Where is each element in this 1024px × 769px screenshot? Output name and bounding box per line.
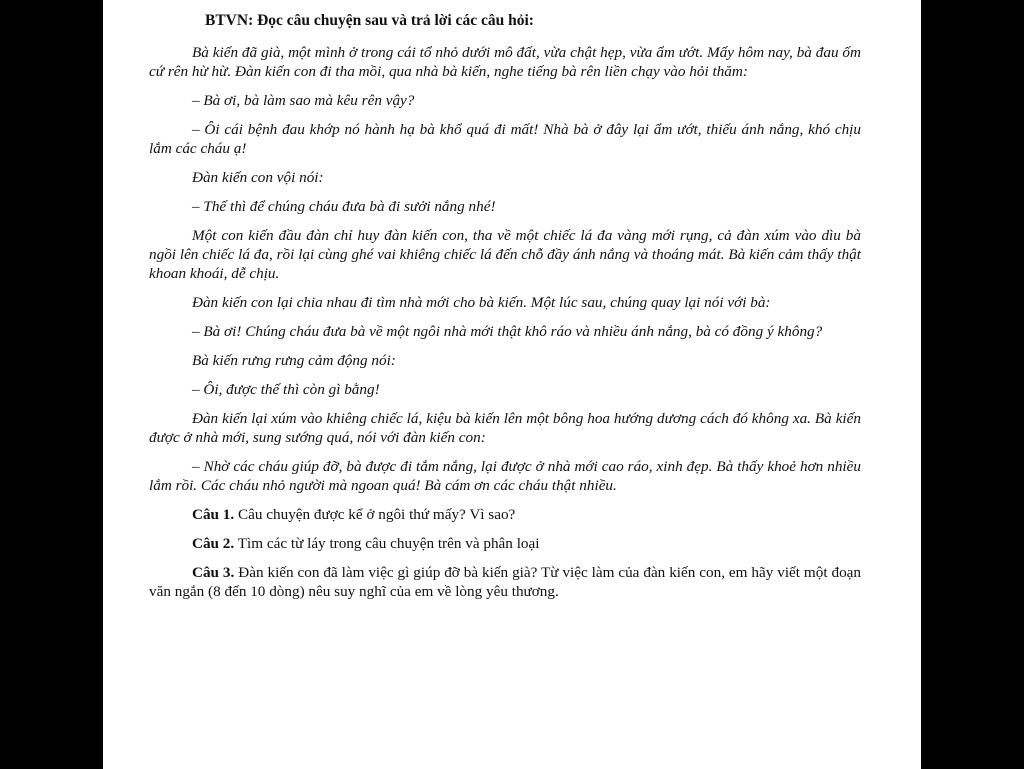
story-paragraph: Bà kiến đã già, một mình ở trong cái tổ nhỏ dưới mô đất, vừa chật hẹp, vừa ẩm ướt. Mấy hôm nay, bà đau ốm cứ rên hừ hừ. Đàn kiến con đi tha mồi, qua nhà bà kiến, nghe tiếng bà rên liền chạy vào hỏi thăm: — [149, 44, 861, 80]
story-paragraph: – Ôi, được thế thì còn gì bằng! — [192, 381, 380, 398]
question-label: Câu 3. — [192, 564, 235, 581]
question-text: Câu chuyện được kể ở ngôi thứ mấy? Vì sao? — [234, 506, 516, 523]
assignment-title: BTVN: Đọc câu chuyện sau và trả lời các câu hỏi: — [205, 12, 534, 29]
story-paragraph: – Bà ơi! Chúng cháu đưa bà về một ngôi nhà mới thật khô ráo và nhiều ánh nắng, bà có đồng ý không? — [192, 323, 823, 340]
story-paragraph: Bà kiến rưng rưng cảm động nói: — [192, 352, 396, 369]
story-paragraph: Đàn kiến con lại chia nhau đi tìm nhà mới cho bà kiến. Một lúc sau, chúng quay lại nói với bà: — [192, 294, 771, 311]
story-paragraph: Đàn kiến con vội nói: — [192, 169, 324, 186]
question-text: Tìm các từ láy trong câu chuyện trên và phân loại — [234, 535, 540, 552]
question-1 — [149, 505, 861, 524]
story-paragraph: Đàn kiến lại xúm vào khiêng chiếc lá, kiệu bà kiến lên một bông hoa hướng dương cách đó không xa. Bà kiến được ở nhà mới, sung sướng quá, nói với đàn kiến con: — [149, 410, 861, 446]
question-label: Câu 1. — [192, 506, 235, 523]
document-page — [103, 0, 921, 769]
story-paragraph: Một con kiến đầu đàn chỉ huy đàn kiến con, tha về một chiếc lá đa vàng mới rụng, cả đàn xúm vào dìu bà ngồi lên chiếc lá đa, rồi lại cùng ghé vai khiêng chiếc lá đến chỗ đầy ánh nắng và thoáng mát. Bà kiến cảm thấy thật khoan khoái, dễ chịu. — [149, 227, 861, 282]
question-3 — [149, 563, 861, 601]
story-paragraph: – Ôi cái bệnh đau khớp nó hành hạ bà khổ quá đi mất! Nhà bà ở đây lại ẩm ướt, thiếu ánh nắng, khó chịu lắm các cháu ạ! — [149, 121, 861, 157]
question-text: Đàn kiến con đã làm việc gì giúp đỡ bà kiến già? Từ việc làm của đàn kiến con, em hãy viết một đoạn văn ngắn (8 đến 10 dòng) nêu suy nghĩ của em về lòng yêu thương. — [149, 564, 861, 600]
question-2 — [149, 534, 861, 553]
question-label: Câu 2. — [192, 535, 235, 552]
story-paragraph: – Nhờ các cháu giúp đỡ, bà được đi tắm nắng, lại được ở nhà mới cao ráo, xinh đẹp. Bà thấy khoẻ hơn nhiều lắm rồi. Các cháu nhỏ người mà ngoan quá! Bà cám ơn các cháu thật nhiều. — [149, 458, 861, 494]
story-paragraph: – Thế thì để chúng cháu đưa bà đi sưởi nắng nhé! — [192, 198, 496, 215]
story-paragraph: – Bà ơi, bà làm sao mà kêu rên vậy? — [192, 92, 415, 109]
